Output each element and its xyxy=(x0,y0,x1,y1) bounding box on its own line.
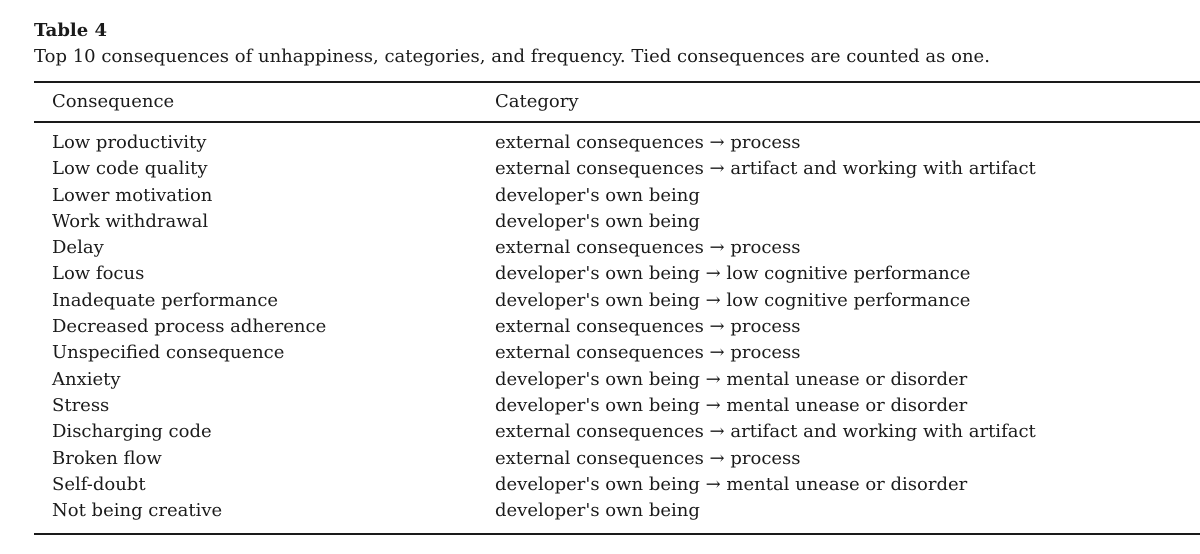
table-top-rule xyxy=(34,81,1200,83)
table-row xyxy=(0,289,1200,315)
category-cell: external consequences → process xyxy=(495,342,801,364)
consequence-cell: Low code quality xyxy=(52,158,208,180)
category-cell: developer's own being xyxy=(495,210,700,232)
consequence-cell: Lower motivation xyxy=(52,184,213,206)
category-cell: developer's own being → mental unease or disorder xyxy=(495,394,968,416)
table-row xyxy=(0,447,1200,473)
category-cell: developer's own being → low cognitive performance xyxy=(495,289,971,311)
consequence-cell: Stress xyxy=(52,394,110,416)
consequence-cell: Broken flow xyxy=(52,447,162,469)
consequence-cell: Low focus xyxy=(52,263,145,285)
consequence-cell: Low productivity xyxy=(52,132,207,153)
category-cell: external consequences → process xyxy=(495,447,801,469)
category-cell: developer's own being xyxy=(495,500,700,522)
table-row xyxy=(0,184,1200,210)
header-category: Category xyxy=(495,91,579,112)
category-cell: external consequences → artifact and working with artifact xyxy=(495,158,1036,180)
consequence-cell: Inadequate performance xyxy=(52,289,279,311)
consequence-cell: Delay xyxy=(52,237,104,259)
table-row xyxy=(0,420,1200,446)
table-row xyxy=(0,157,1200,183)
table-row xyxy=(0,394,1200,420)
consequence-cell: Self-doubt xyxy=(52,473,146,495)
table-row xyxy=(0,236,1200,262)
table-row xyxy=(0,473,1200,499)
table-header-row xyxy=(0,90,1200,114)
consequence-cell: Work withdrawal xyxy=(52,210,209,232)
table-row xyxy=(0,315,1200,341)
table-label: Table 4 xyxy=(34,20,108,41)
category-cell: developer's own being → low cognitive performance xyxy=(495,263,971,285)
category-cell: external consequences → process xyxy=(495,132,801,153)
table-header-rule xyxy=(34,121,1200,123)
category-cell: developer's own being → mental unease or disorder xyxy=(495,368,968,390)
consequence-cell: Decreased process adherence xyxy=(52,316,327,338)
consequence-cell: Not being creative xyxy=(52,500,223,522)
table-caption: Top 10 consequences of unhappiness, categories, and frequency. Tied consequences are counted as one. xyxy=(34,46,990,67)
category-cell: external consequences → artifact and working with artifact xyxy=(495,421,1036,443)
table-row xyxy=(0,210,1200,236)
category-cell: developer's own being → mental unease or disorder xyxy=(495,473,968,495)
category-cell: developer's own being xyxy=(495,184,700,206)
header-consequence: Consequence xyxy=(52,91,175,112)
table-row xyxy=(0,341,1200,367)
table-row xyxy=(0,499,1200,525)
table-bottom-rule xyxy=(34,533,1200,535)
consequence-cell: Discharging code xyxy=(52,421,212,443)
category-cell: external consequences → process xyxy=(495,237,801,259)
table-row xyxy=(0,262,1200,288)
consequence-cell: Unspecified consequence xyxy=(52,342,285,364)
consequence-cell: Anxiety xyxy=(52,368,121,390)
table-row xyxy=(0,368,1200,394)
table-body xyxy=(0,131,1200,525)
category-cell: external consequences → process xyxy=(495,316,801,338)
table-row xyxy=(0,131,1200,157)
